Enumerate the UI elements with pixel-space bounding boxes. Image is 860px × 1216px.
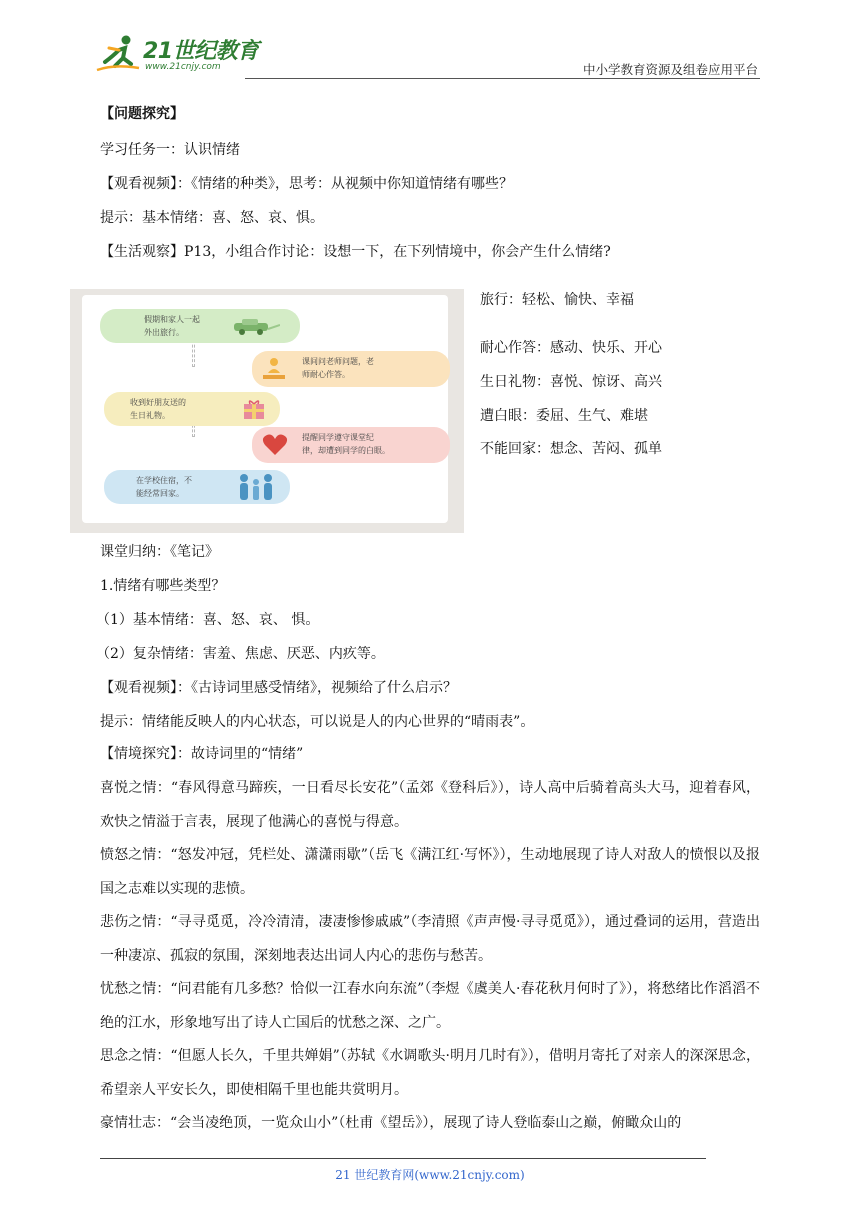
video-prompt-1: 【观看视频】：《情绪的种类》，思考：从视频中你知道情绪有哪些？ xyxy=(100,176,513,192)
bubble-home: 在学校住宿，不 能经常回家。 xyxy=(104,470,290,504)
answer-complex-emotions: （2）复杂情绪：害羞、焦虑、厌恶、内疚等。 xyxy=(96,646,385,662)
platform-name: 中小学教育资源及组卷应用平台 xyxy=(582,62,758,77)
teacher-icon xyxy=(260,355,288,381)
poem-sorrow: 悲伤之情：“寻寻觅觅，冷冷清清，凄凄惨惨戚戚”（李清照《声声慢·寻寻觅觅》），通过叠词的运用，营造出一种凄凉、孤寂的氛围，深刻地表达出词人内心的悲伤与愁苦。 xyxy=(100,914,760,964)
situation-illustration xyxy=(70,289,464,533)
situation-cold-look: 遭白眼：委屈、生气、难堪 xyxy=(480,408,648,424)
heart-icon xyxy=(262,433,288,457)
gift-icon xyxy=(242,398,266,420)
logo-brand-text: 21世纪教育 xyxy=(143,39,259,64)
illustration-card xyxy=(82,295,448,523)
class-summary: 课堂归纳：《笔记》 xyxy=(100,544,219,560)
task-one: 学习任务一：认识情绪 xyxy=(100,142,240,158)
family-icon xyxy=(232,472,280,502)
bubble-travel: 假期和家人一起 外出旅行。 xyxy=(100,309,300,343)
hint-2: 提示：情绪能反映人的内心状态，可以说是人的内心世界的“晴雨表”。 xyxy=(100,714,535,730)
page-header xyxy=(95,28,760,80)
scenario-exploration: 【情境探究】：故诗词里的“情绪” xyxy=(100,746,304,762)
situation-travel: 旅行：轻松、愉快、幸福 xyxy=(480,292,634,308)
logo-url-text: www.21cnjy.com xyxy=(145,62,221,72)
runner-logo-icon xyxy=(95,32,141,76)
bubble-teacher: 课间问老师问题，老 师耐心作答。 xyxy=(252,351,450,387)
logo xyxy=(95,32,265,76)
poem-joy: 喜悦之情：“春风得意马蹄疾，一日看尽长安花”（孟郊《登科后》），诗人高中后骑着高头大马，迎着春风，欢快之情溢于言表，展现了他满心的喜悦与得意。 xyxy=(100,780,760,830)
poem-ambition: 豪情壮志：“会当凌绝顶，一览众山小”（杜甫《望岳》），展现了诗人登临泰山之巅，俯瞰众山的 xyxy=(100,1115,682,1131)
life-observation: 【生活观察】P13，小组合作讨论：设想一下，在下列情境中，你会产生什么情绪? xyxy=(100,244,611,260)
situation-patient-answer: 耐心作答：感动、快乐、开心 xyxy=(480,340,662,356)
question-1: 1.情绪有哪些类型？ xyxy=(100,578,226,594)
bubble-reminder: 提醒同学遵守课堂纪 律，却遭到同学的白眼。 xyxy=(252,427,450,463)
poem-anger: 愤怒之情：“怒发冲冠，凭栏处、潇潇雨歇”（岳飞《满江红·写怀》），生动地展现了诗人对敌人的愤恨以及报国之志难以实现的悲愤。 xyxy=(100,847,760,897)
video-prompt-2: 【观看视频】：《古诗词里感受情绪》，视频给了什么启示？ xyxy=(100,680,457,696)
section-title: 【问题探究】 xyxy=(100,106,184,122)
header-divider xyxy=(245,78,760,79)
poem-longing: 思念之情：“但愿人长久，千里共婵娟”（苏轼《水调歌头·明月几时有》），借明月寄托了对亲人的深深思念，希望亲人平安长久，即使相隔千里也能共赏明月。 xyxy=(100,1048,760,1098)
footer-divider xyxy=(100,1158,706,1159)
situation-birthday-gift: 生日礼物：喜悦、惊讶、高兴 xyxy=(480,374,662,390)
footer-text: 21 世纪教育网(www.21cnjy.com) xyxy=(335,1168,525,1182)
hint-1: 提示：基本情绪：喜、怒、哀、惧。 xyxy=(100,210,324,226)
situation-away-from-home: 不能回家：想念、苦闷、孤单 xyxy=(480,441,662,457)
answer-basic-emotions: （1）基本情绪：喜、怒、哀、 惧。 xyxy=(96,612,320,628)
poem-worry: 忧愁之情：“问君能有几多愁？恰似一江春水向东流”（李煜《虞美人·春花秋月何时了》），将愁绪比作滔滔不绝的江水，形象地写出了诗人亡国后的忧愁之深、之广。 xyxy=(100,981,760,1031)
bubble-gift: 收到好朋友送的 生日礼物。 xyxy=(104,392,280,426)
car-icon xyxy=(230,319,280,335)
